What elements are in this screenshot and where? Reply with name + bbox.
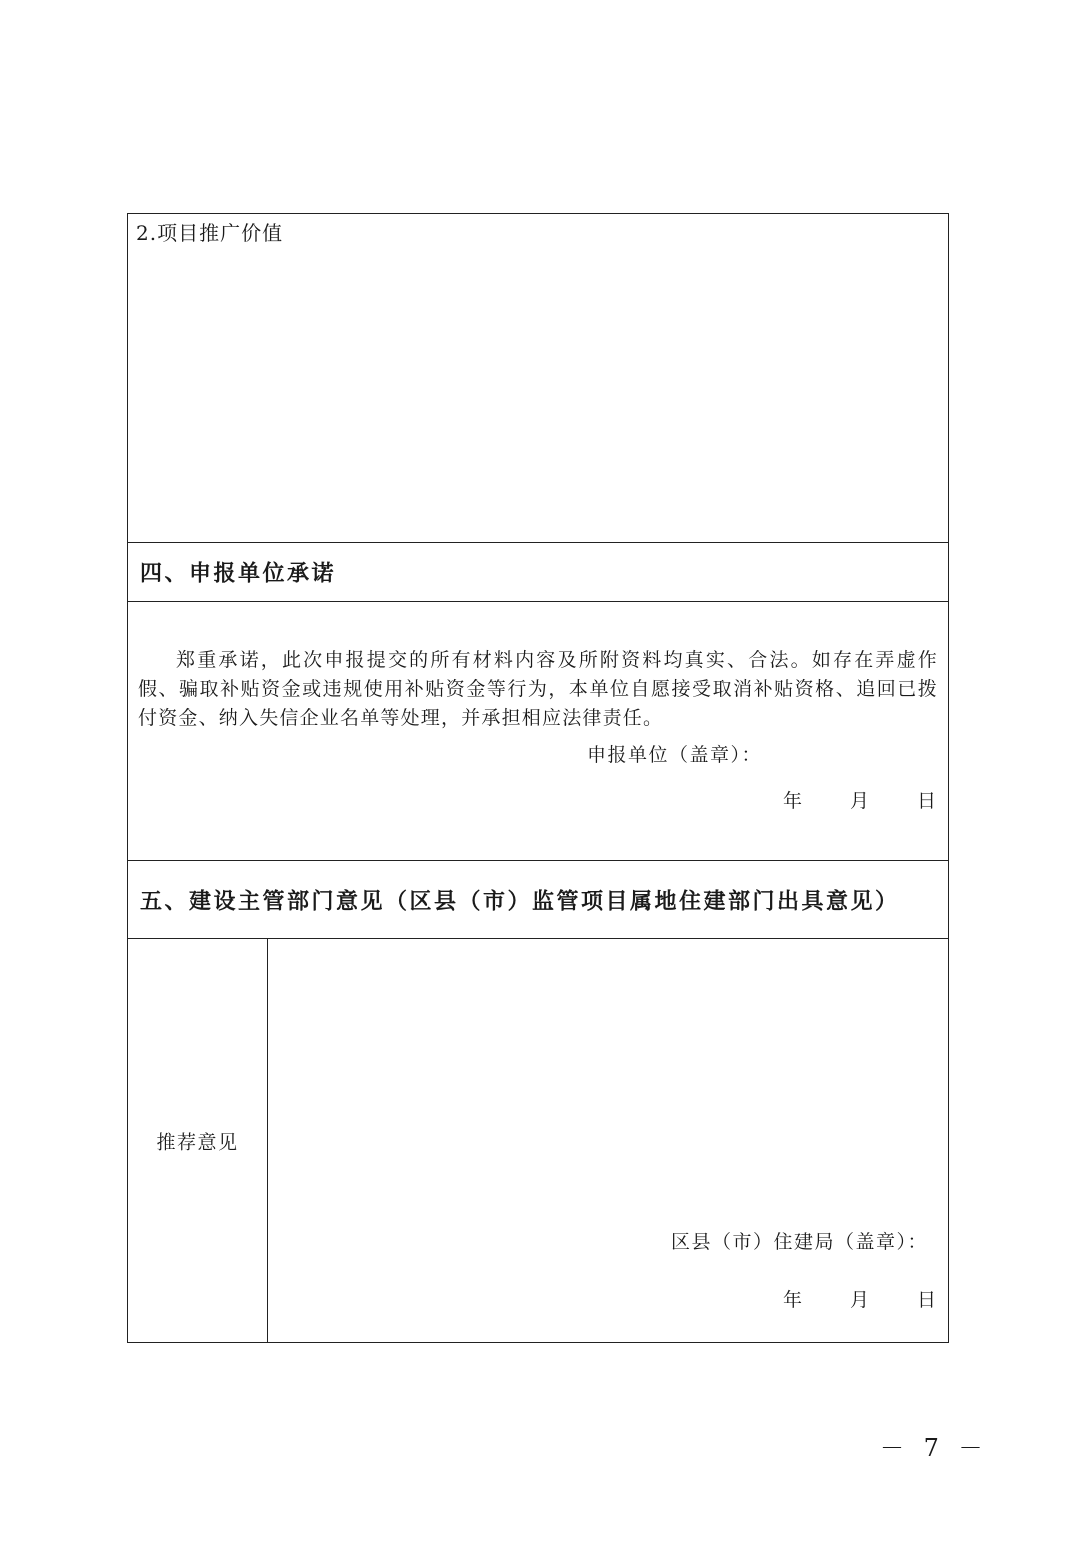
application-form-table [127, 213, 949, 1343]
page-number: － 7 － [880, 1434, 989, 1462]
section-5-heading: 五、建设主管部门意见（区县（市）监管项目属地住建部门出具意见） [140, 888, 900, 914]
bureau-signature-label: 区县（市）住建局（盖章）： [670, 1231, 928, 1253]
commitment-text: 郑重承诺，此次申报提交的所有材料内容及所附资料均真实、合法。如存在弄虚作假、骗取补贴资金或违规使用补贴资金等行为，本单位自愿接受取消补贴资格、追回已拨付资金、纳入失信企业名单等处理，并承担相应法律责任。 [138, 649, 938, 729]
commitment-cell [128, 602, 948, 861]
recommendation-row [128, 939, 948, 1342]
date-month: 月 [849, 1289, 869, 1311]
promotion-value-cell [128, 214, 948, 543]
section-5-heading-row [128, 861, 948, 939]
recommendation-label-cell [128, 939, 268, 1342]
date-month: 月 [849, 790, 869, 812]
section-4-heading-row [128, 543, 948, 602]
recommendation-label: 推荐意见 [156, 1131, 239, 1153]
section-4-heading: 四、申报单位承诺 [140, 560, 337, 587]
promotion-value-label: 2.项目推广价值 [136, 221, 284, 245]
bureau-date-line [783, 1285, 936, 1312]
applicant-signature-label: 申报单位（盖章）： [586, 744, 762, 766]
recommendation-body-cell [268, 939, 948, 1342]
date-year: 年 [782, 1289, 802, 1311]
date-year: 年 [782, 790, 802, 812]
date-day: 日 [916, 1289, 936, 1311]
applicant-date-line [783, 786, 936, 813]
date-day: 日 [916, 790, 936, 812]
